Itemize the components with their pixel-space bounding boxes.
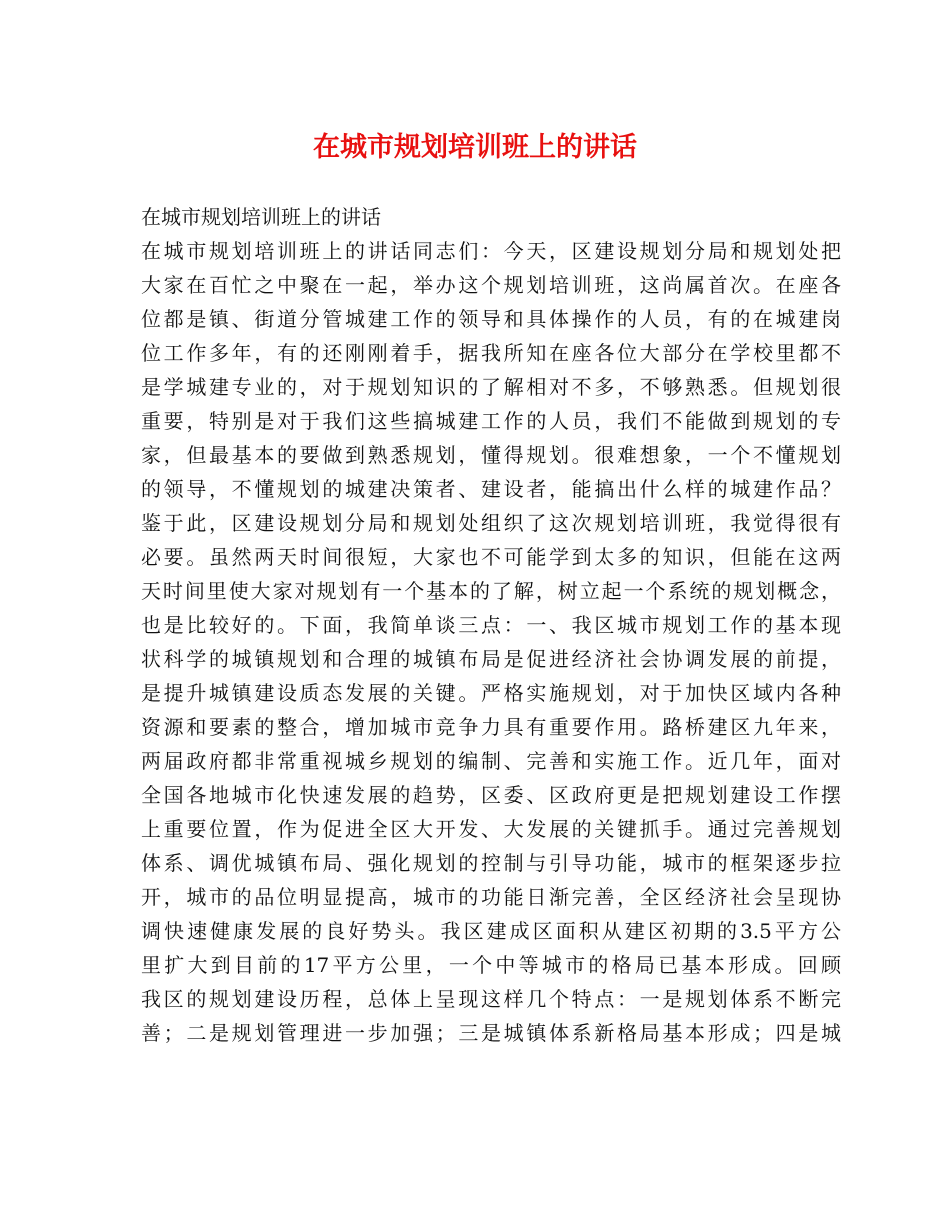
text-line: 调快速健康发展的良好势头。我区建成区面积从建区初期的3.5平方公 — [141, 919, 841, 943]
text-line: 两届政府都非常重视城乡规划的编制、完善和实施工作。近几年，面对 — [141, 749, 841, 773]
text-line: 是提升城镇建设质态发展的关键。严格实施规划，对于加快区域内各种 — [141, 681, 841, 705]
text-line: 重要，特别是对于我们这些搞城建工作的人员，我们不能做到规划的专 — [141, 409, 841, 433]
text-line: 家，但最基本的要做到熟悉规划，懂得规划。很难想象，一个不懂规划 — [141, 443, 841, 467]
text-line: 上重要位置，作为促进全区大开发、大发展的关键抓手。通过完善规划 — [141, 817, 841, 841]
text-line: 的领导，不懂规划的城建决策者、建设者，能搞出什么样的城建作品？ — [141, 477, 841, 501]
text-line: 是学城建专业的，对于规划知识的了解相对不多，不够熟悉。但规划很 — [141, 375, 841, 399]
text-line: 我区的规划建设历程，总体上呈现这样几个特点：一是规划体系不断完 — [141, 987, 841, 1011]
text-line: 里扩大到目前的17平方公里，一个中等城市的格局已基本形成。回顾 — [141, 953, 841, 977]
text-line: 状科学的城镇规划和合理的城镇布局是促进经济社会协调发展的前提， — [141, 647, 841, 671]
text-line: 开，城市的品位明显提高，城市的功能日渐完善，全区经济社会呈现协 — [141, 885, 841, 909]
subtitle-line: 在城市规划培训班上的讲话 — [141, 205, 381, 229]
text-line: 天时间里使大家对规划有一个基本的了解，树立起一个系统的规划概念， — [141, 579, 841, 603]
text-line: 鉴于此，区建设规划分局和规划处组织了这次规划培训班，我觉得很有 — [141, 511, 841, 535]
text-line: 在城市规划培训班上的讲话同志们：今天，区建设规划分局和规划处把 — [141, 239, 841, 263]
text-line: 体系、调优城镇布局、强化规划的控制与引导功能，城市的框架逐步拉 — [141, 851, 841, 875]
text-line: 资源和要素的整合，增加城市竞争力具有重要作用。路桥建区九年来， — [141, 715, 841, 739]
document-title: 在城市规划培训班上的讲话 — [313, 132, 637, 163]
text-line: 必要。虽然两天时间很短，大家也不可能学到太多的知识，但能在这两 — [141, 545, 841, 569]
text-line: 善；二是规划管理进一步加强；三是城镇体系新格局基本形成；四是城 — [141, 1021, 841, 1045]
text-line: 全国各地城市化快速发展的趋势，区委、区政府更是把规划建设工作摆 — [141, 783, 841, 807]
document-body — [141, 200, 841, 1050]
text-line: 位都是镇、街道分管城建工作的领导和具体操作的人员，有的在城建岗 — [141, 307, 841, 331]
text-line: 大家在百忙之中聚在一起，举办这个规划培训班，这尚属首次。在座各 — [141, 273, 841, 297]
text-line: 位工作多年，有的还刚刚着手，据我所知在座各位大部分在学校里都不 — [141, 341, 841, 365]
text-line: 也是比较好的。下面，我简单谈三点：一、我区城市规划工作的基本现 — [141, 613, 841, 637]
